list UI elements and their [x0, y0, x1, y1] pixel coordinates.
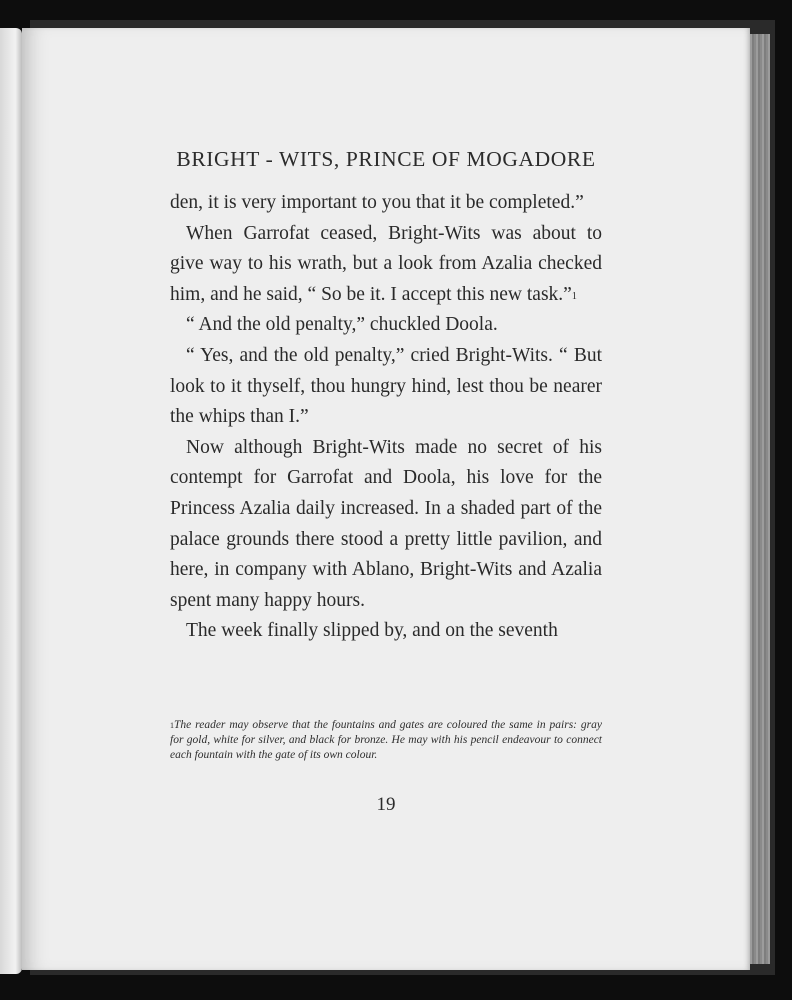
running-head: BRIGHT - WITS, PRINCE OF MOGADORE [176, 147, 596, 171]
footnote-marker: 1 [170, 721, 174, 730]
paragraph-3: “ And the old penalty,” chuckled Doola. [186, 314, 498, 336]
footnote [170, 718, 602, 763]
footnote-text: The reader may observe that the fountains and gates are coloured the same in pairs: gray for gold, white for silver, and black for bronze. He may with his pencil endeavour to connect each fountain with the gate of its own colour. [170, 719, 602, 761]
footnote-ref: 1 [571, 290, 577, 302]
paragraph-2 [170, 219, 602, 311]
body-text [170, 188, 602, 647]
page-number: 19 [376, 794, 396, 815]
book-cover-edge [748, 34, 770, 964]
paragraph-2-text: When Garrofat ceased, Bright-Wits was about to give way to his wrath, but a look from Azalia checked him, and he said, “ So be it. I accept this new task.” [170, 222, 602, 305]
paragraph-5: Now although Bright-Wits made no secret of his contempt for Garrofat and Doola, his love for the Princess Azalia daily increased. In a shaded part of the palace grounds there stood a pretty little pavilion, and here, in company with Ablano, Bright-Wits and Azalia spent many happy hours. [170, 436, 602, 611]
paragraph-1: den, it is very important to you that it be completed.” [170, 192, 584, 213]
facing-page-edge [0, 28, 22, 974]
paragraph-6: The week finally slipped by, and on the seventh [186, 620, 558, 642]
paragraph-4: “ Yes, and the old penalty,” cried Bright-Wits. “ But look to it thyself, thou hungry hind, lest thou be nearer the whips than I.” [170, 344, 602, 428]
